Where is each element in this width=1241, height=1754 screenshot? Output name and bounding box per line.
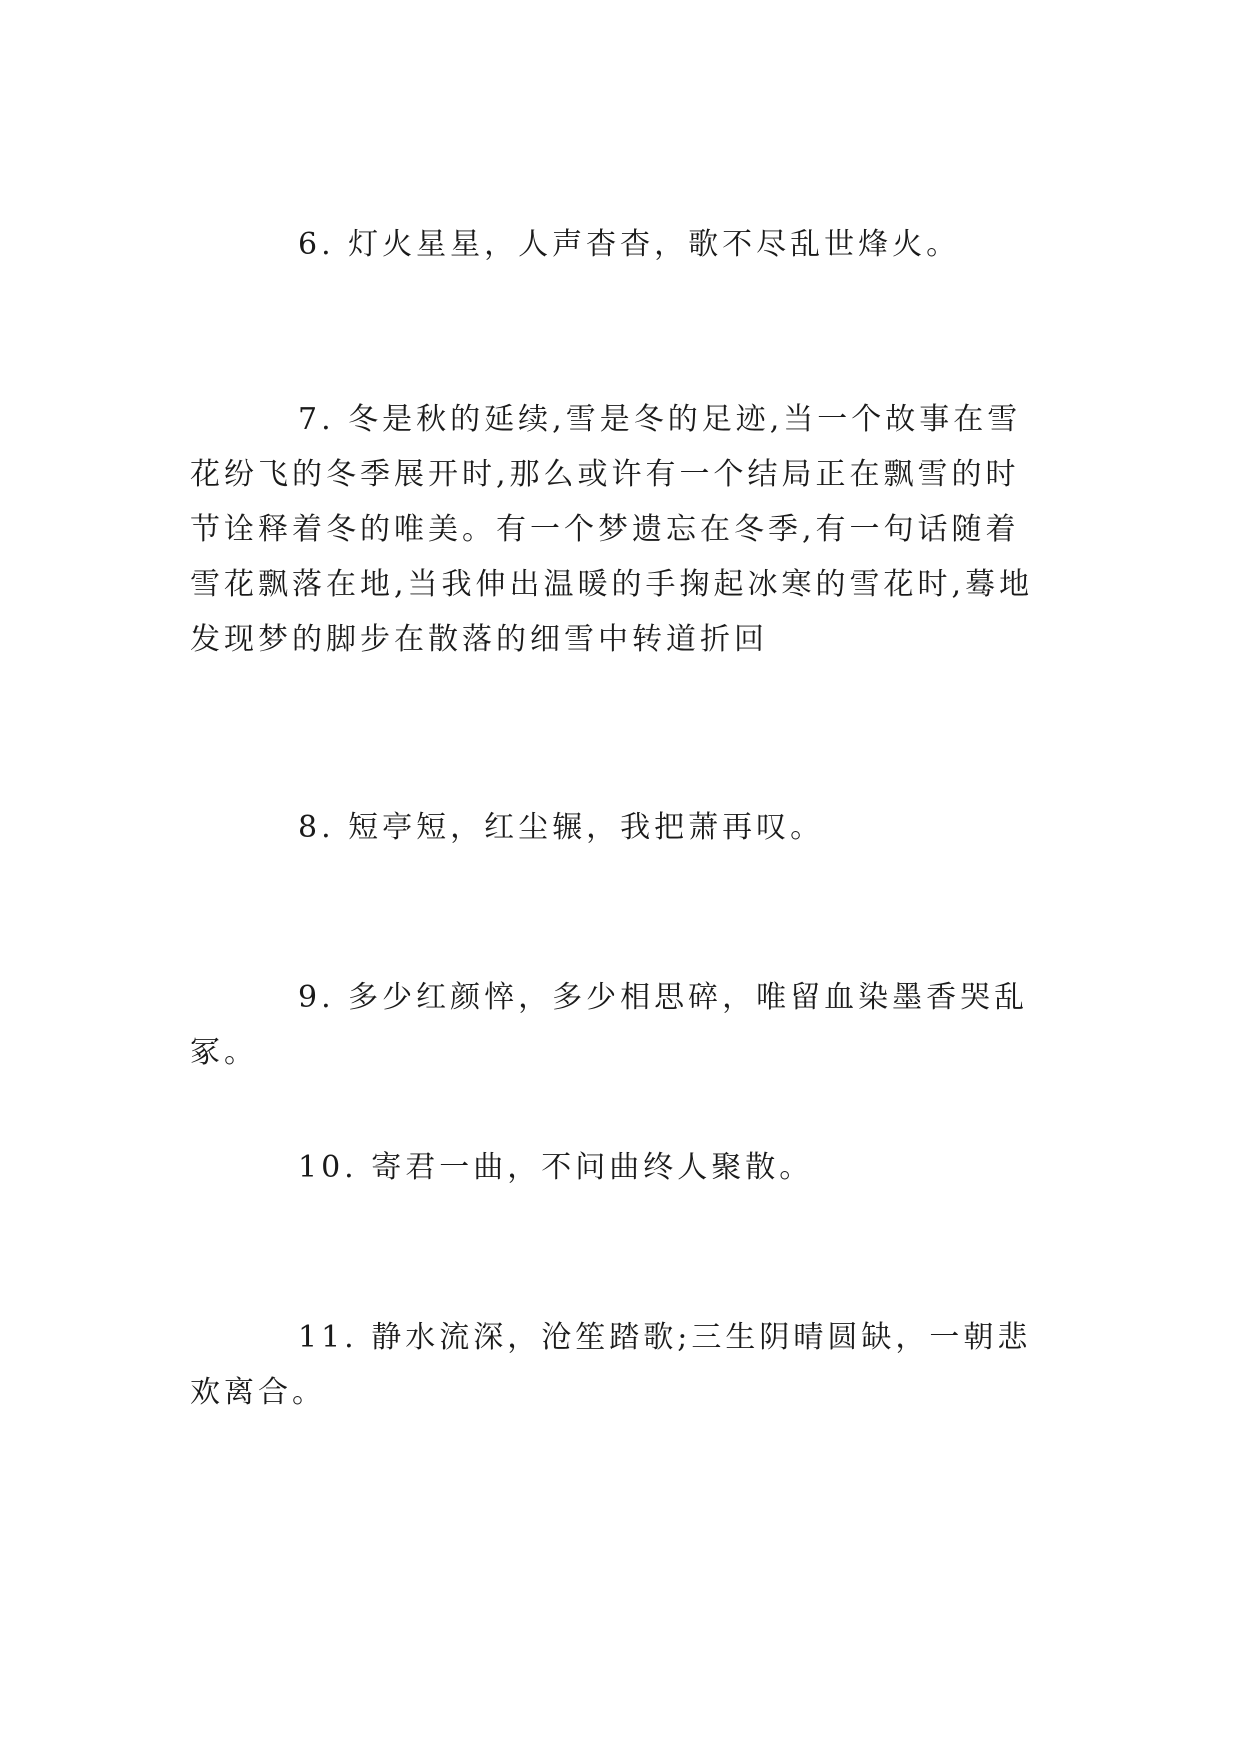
paragraph-7: 7. 冬是秋的延续,雪是冬的足迹,当一个故事在雪花纷飞的冬季展开时,那么或许有一个结局正在飘雪的时节诠释着冬的唯美。有一个梦遗忘在冬季,有一句话随着雪花飘落在地,当我伸出温暖的手掬起冰寒的雪花时,蓦地发现梦的脚步在散落的细雪中转道折回: [190, 402, 1034, 657]
paragraph-10: 10. 寄君一曲，不问曲终人聚散。: [298, 1150, 814, 1185]
paragraph-6: 6. 灯火星星，人声杳杳，歌不尽乱世烽火。: [298, 227, 961, 262]
paragraph-9: 9. 多少红颜悴，多少相思碎，唯留血染墨香哭乱冢。: [190, 980, 1029, 1070]
paragraph-8: 8. 短亭短，红尘辗，我把萧再叹。: [298, 810, 825, 845]
paragraph-11: 11. 静水流深，沧笙踏歌;三生阴晴圆缺，一朝悲欢离合。: [190, 1320, 1032, 1410]
